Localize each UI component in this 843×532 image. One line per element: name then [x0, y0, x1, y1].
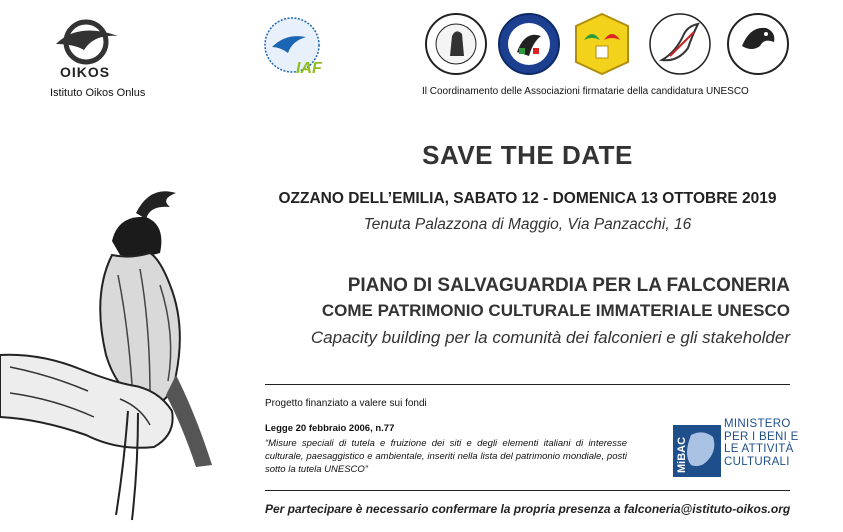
ministry-line-4: CULTURALI	[724, 455, 790, 468]
coordination-caption: Il Coordinamento delle Associazioni firmatarie della candidatura UNESCO	[422, 86, 749, 97]
save-the-date-headline: SAVE THE DATE	[422, 140, 633, 170]
oikos-wordmark: OIKOS	[60, 64, 111, 80]
law-text: “Misure speciali di tutela e fruizione dei siti e degli elementi italiani di interesse culturale, paesaggistico e ambientale, inseriti nella lista del patrimonio mondiale, posti sotto la tutela UNESCO”	[265, 438, 627, 475]
funding-intro: Progetto finanziato a valere sui fondi	[265, 398, 427, 409]
program-title-line2: COME PATRIMONIO CULTURALE IMMATERIALE UNESCO	[321, 301, 790, 320]
fondazione-lanario-logo	[726, 12, 790, 76]
mibac-mark-text: MiBAC	[676, 436, 688, 473]
divider-bottom	[265, 490, 790, 491]
ministry-line-2: PER I BENI E	[724, 430, 799, 443]
fdc-logo	[570, 12, 634, 76]
ministry-name	[724, 418, 799, 468]
mibac-emblem-icon	[673, 425, 721, 477]
oikos-caption: Istituto Oikos Onlus	[50, 87, 146, 99]
falconer-with-hooded-falcon-illustration	[0, 185, 240, 532]
program-title-line1: PIANO DI SALVAGUARDIA PER LA FALCONERIA	[347, 275, 790, 296]
circolo-falconieri-italia-logo	[424, 12, 488, 76]
mibac-logo	[673, 425, 721, 477]
ordine-falconieri-italia-logo	[648, 12, 712, 76]
event-dates: OZZANO DELL’EMILIA, SABATO 12 - DOMENICA 13 OTTOBRE 2019	[278, 190, 777, 207]
federazione-italiana-falconieri-logo	[497, 12, 561, 76]
ministry-line-3: LE ATTIVITÀ	[724, 443, 794, 455]
law-title: Legge 20 febbraio 2006, n.77	[265, 423, 395, 434]
event-venue: Tenuta Palazzona di Maggio, Via Panzacchi, 16	[363, 216, 692, 233]
ministry-line-1: MINISTERO	[724, 418, 791, 430]
divider-top	[265, 384, 790, 385]
rsvp-notice: Per partecipare è necessario confermare la propria presenza a falconeria@istituto-oikos.org	[265, 502, 791, 516]
iaf-logo	[262, 15, 330, 79]
program-subtitle: Capacity building per la comunità dei falconieri e gli stakeholder	[310, 328, 790, 347]
iaf-logo-text: IAF	[296, 60, 322, 77]
